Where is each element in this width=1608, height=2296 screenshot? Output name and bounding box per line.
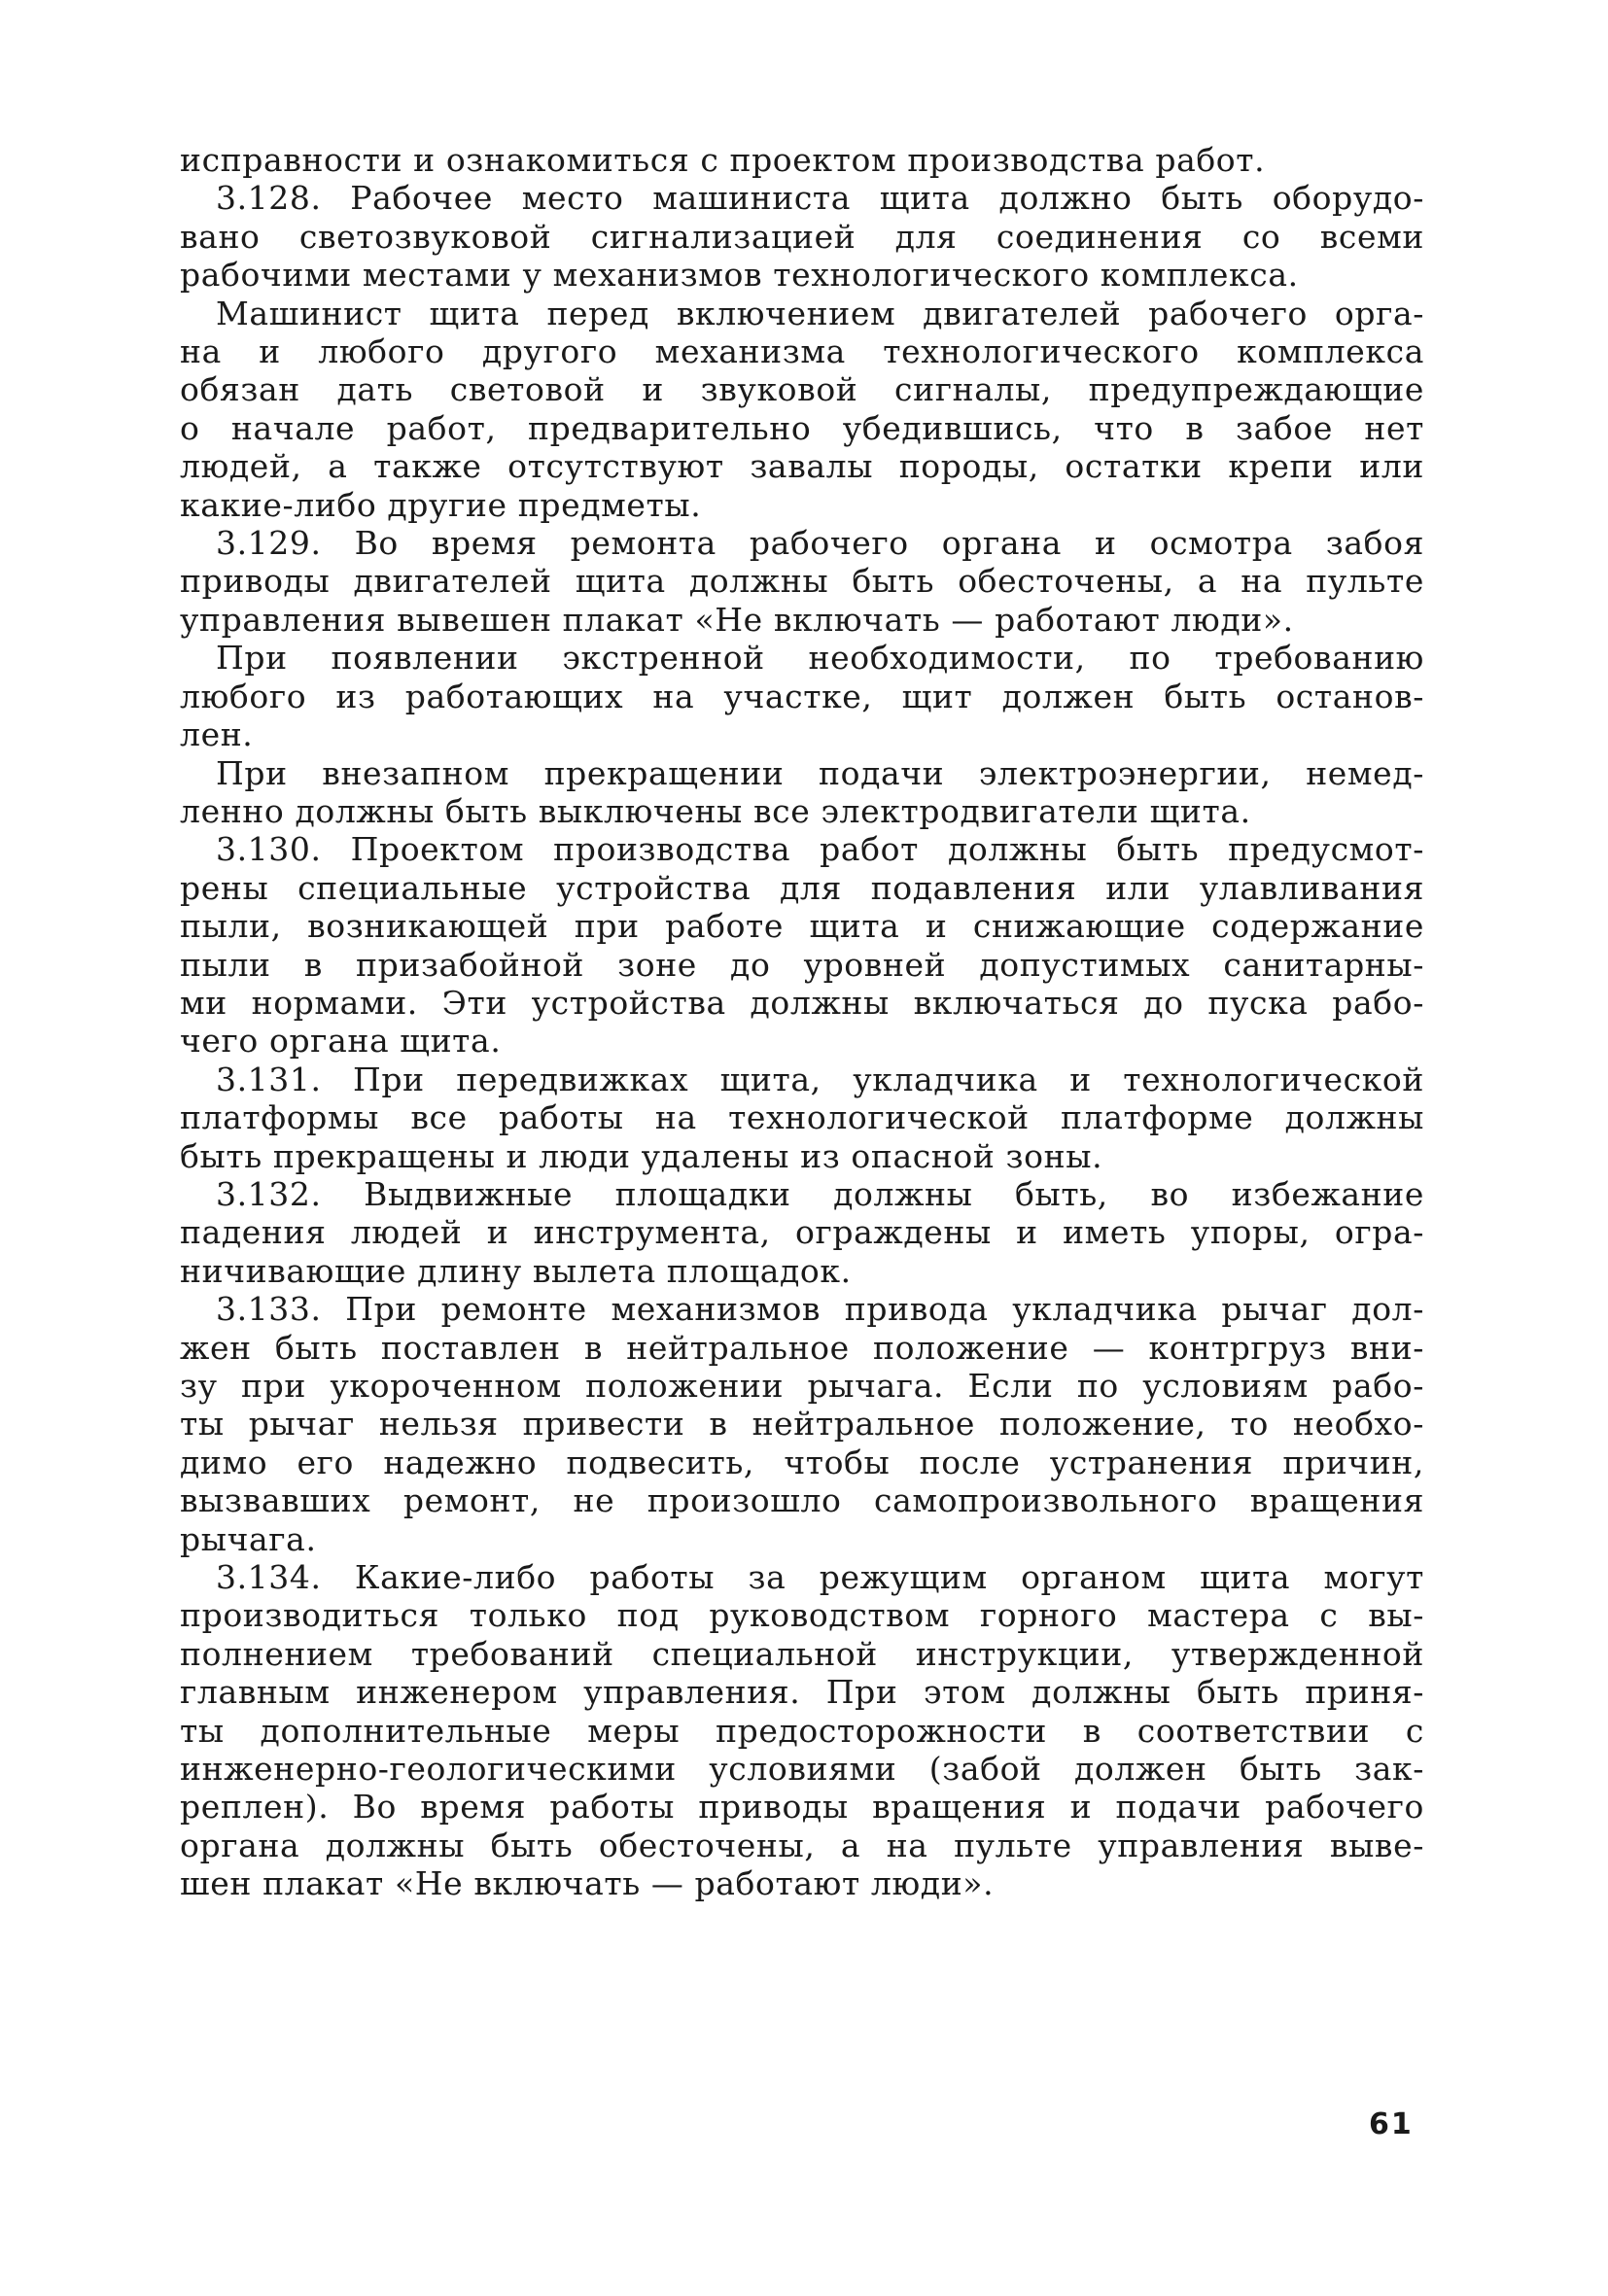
- text-line: управления вывешен плакат «Не включать — работают люди».: [180, 600, 1294, 639]
- paragraph: [180, 1290, 1424, 1558]
- text-line: зу при укороченном положении рычага. Если по условиям рабо-: [180, 1367, 1424, 1405]
- text-line: ты рычаг нельзя привести в нейтральное положение, то необхо-: [180, 1405, 1424, 1444]
- text-line: о начале работ, предварительно убедившись, что в забое нет: [180, 408, 1424, 447]
- text-line: быть прекращены и люди удалены из опасной зоны.: [180, 1136, 1103, 1175]
- text-line: Машинист щита перед включением двигателей рабочего орга-: [216, 294, 1424, 332]
- text-line: инженерно-геологическими условиями (забой должен быть зак-: [180, 1750, 1424, 1789]
- text-line: шен плакат «Не включать — работают люди».: [180, 1864, 995, 1903]
- body-text: [180, 141, 1424, 1903]
- paragraph: [180, 1175, 1424, 1290]
- text-line: производиться только под руководством горного мастера с вы-: [180, 1596, 1424, 1635]
- text-line: 3.131. При передвижках щита, укладчика и технологической: [216, 1060, 1424, 1098]
- text-line: исправности и ознакомиться с проектом производства работ.: [180, 141, 1266, 179]
- text-line: людей, а также отсутствуют завалы породы, остатки крепи или: [180, 447, 1424, 486]
- text-line: на и любого другого механизма технологического комплекса: [180, 332, 1424, 371]
- text-line: 3.132. Выдвижные площадки должны быть, во избежание: [216, 1174, 1424, 1213]
- text-line: рычага.: [180, 1519, 317, 1558]
- text-line: вызвавших ремонт, не произошло самопроизвольного вращения: [180, 1481, 1424, 1520]
- paragraph: [180, 141, 1424, 179]
- paragraph: [180, 1558, 1424, 1903]
- page-number: 61: [1369, 2107, 1414, 2141]
- text-line: ленно должны быть выключены все электродвигатели щита.: [180, 791, 1251, 830]
- text-line: ми нормами. Эти устройства должны включаться до пуска рабо-: [180, 983, 1424, 1022]
- text-line: 3.129. Во время ремонта рабочего органа и осмотра забоя: [216, 524, 1424, 563]
- text-line: пыли, возникающей при работе щита и снижающие содержание: [180, 907, 1424, 946]
- text-line: 3.130. Проектом производства работ должны быть предусмот-: [216, 830, 1424, 869]
- text-line: жен быть поставлен в нейтральное положение — контргруз вни-: [180, 1328, 1424, 1367]
- paragraph: [180, 524, 1424, 639]
- text-line: чего органа щита.: [180, 1022, 502, 1061]
- text-line: ничивающие длину вылета площадок.: [180, 1251, 852, 1290]
- text-line: лен.: [180, 715, 254, 754]
- text-line: 3.133. При ремонте механизмов привода укладчика рычаг дол-: [216, 1290, 1424, 1329]
- text-line: обязан дать световой и звуковой сигналы, предупреждающие: [180, 370, 1424, 409]
- text-line: любого из работающих на участке, щит должен быть останов-: [180, 677, 1424, 715]
- paragraph: [180, 754, 1424, 831]
- text-line: рабочими местами у механизмов технологического комплекса.: [180, 256, 1299, 295]
- text-line: 3.134. Какие-либо работы за режущим органом щита могут: [216, 1558, 1424, 1597]
- text-line: рены специальные устройства для подавления или улавливания: [180, 868, 1424, 907]
- text-line: какие-либо другие предметы.: [180, 485, 702, 524]
- text-line: пыли в призабойной зоне до уровней допустимых санитарны-: [180, 945, 1424, 984]
- text-line: реплен). Во время работы приводы вращения и подачи рабочего: [180, 1788, 1424, 1826]
- text-line: приводы двигателей щита должны быть обесточены, а на пульте: [180, 562, 1424, 601]
- paragraph: [180, 1061, 1424, 1175]
- text-line: платформы все работы на технологической платформе должны: [180, 1098, 1424, 1137]
- text-line: полнением требований специальной инструкции, утвержденной: [180, 1634, 1424, 1673]
- text-line: ты дополнительные меры предосторожности в соответствии с: [180, 1711, 1424, 1750]
- text-line: 3.128. Рабочее место машиниста щита должно быть оборудо-: [216, 179, 1424, 218]
- text-line: органа должны быть обесточены, а на пульте управления выве-: [180, 1826, 1424, 1864]
- text-line: димо его надежно подвесить, чтобы после устранения причин,: [180, 1443, 1424, 1481]
- paragraph: [180, 830, 1424, 1060]
- paragraph: [180, 295, 1424, 524]
- text-line: главным инженером управления. При этом должны быть приня-: [180, 1673, 1424, 1712]
- paragraph: [180, 179, 1424, 294]
- text-line: При появлении экстренной необходимости, по требованию: [216, 639, 1424, 678]
- text-line: падения людей и инструмента, ограждены и иметь упоры, огра-: [180, 1213, 1424, 1252]
- text-line: При внезапном прекращении подачи электроэнергии, немед-: [216, 753, 1424, 792]
- text-line: вано светозвуковой сигнализацией для соединения со всеми: [180, 217, 1424, 256]
- paragraph: [180, 639, 1424, 753]
